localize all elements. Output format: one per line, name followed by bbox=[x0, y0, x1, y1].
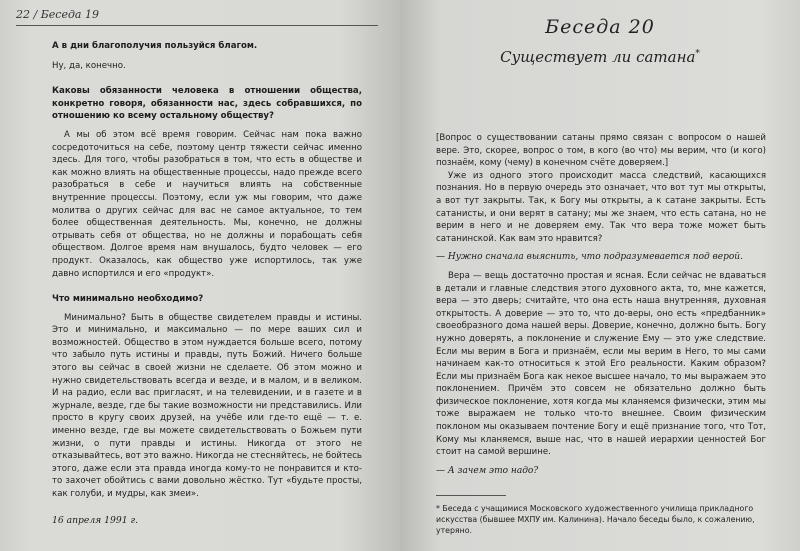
chapter-title: Беседа 20 bbox=[545, 16, 655, 38]
footnote-marker: * bbox=[695, 49, 700, 59]
question-text: — А зачем это надо? bbox=[436, 465, 539, 476]
answer-text: Вера — вещь достаточно простая и ясная. Если сейчас не вдаваться в детали и главные следствия этого духовного акта, то, мне кажется, вера — это дверь; считайте, что она есть наша внутренняя, духовная открытость. А доверие — это то, что до-веры, оно есть «предбанник» своеобразного дома нашей веры. Доверие, конечно, должно быть. Богу нужно доверять, а поклонение и служение Ему — это уже следствие. Если мы верим в Бога и признаём, если мы верим в Него, то мы сами начинаем как-то относиться к этой Его реальности. Каким образом? Если мы признаём Бога как некое высшее начало, то мы выражаем это поклонением. Причём это совсем не обязательно должно быть физическое поклонение, хотя когда мы кланяемся физически, этим мы тоже выражаем не только что-то внешнее. Своим физическим поклоном мы оказываем почтение Богу и ещё признание того, что Тот, Кому мы кланяемся, выше нас, что в нашей иерархии ценностей Бог стоит на самой вершине. bbox=[436, 270, 766, 458]
answer-text: Ну, да, конечно. bbox=[52, 60, 126, 71]
question-text: — Нужно сначала выяснить, что подразумевается под верой. bbox=[436, 252, 743, 263]
answer-text: А мы об этом всё время говорим. Сейчас нам пока важно сосредоточиться на себе, поэтому центр тяжести сейчас именно здесь. Для того, чтобы разобраться в том, что есть в обществе и как можно влиять на общественные процессы, надо прежде всего разобраться в себе и научиться влиять на собственные внутренние процессы. Поэтому, если уж мы говорим, что даже молитва о других сейчас для вас не самое актуальное, то тем более общественная деятельность. Мы, конечно, не должны отрывать себя от общества, но не должны и порабощать себя обществом. Долгое время нам внушалось, будто человек — его продукт. Оказалось, как общество уже испортилось, так уже давно испортился и его «продукт». bbox=[52, 129, 362, 279]
header-rule bbox=[16, 25, 378, 26]
running-head: 22 / Беседа 19 bbox=[16, 8, 99, 21]
right-page bbox=[400, 0, 800, 551]
question-text: Что минимально необходимо? bbox=[52, 294, 204, 305]
chapter-subtitle-text: Существует ли сатана bbox=[500, 48, 696, 66]
chapter-subtitle bbox=[400, 48, 800, 66]
left-text-column bbox=[52, 40, 362, 527]
question-text: А в дни благополучия пользуйся благом. bbox=[52, 41, 258, 51]
footnote-rule bbox=[436, 495, 506, 496]
right-text-column bbox=[436, 132, 766, 477]
footnote-text: * Беседа с учащимися Московского художественного училища прикладного искусства (бывшее МХПУ им. Калинина). Начало беседы было, к сожалению, утеряно. bbox=[436, 504, 755, 536]
date-line: 16 апреля 1991 г. bbox=[52, 514, 139, 526]
answer-text: Уже из одного этого происходит масса следствий, касающихся познания. Но в первую очередь это означает, что вот тут мы открыты, а вот тут закрыты. Так, к Богу мы открыты, а к сатане закрыты. Есть сатанисты, и они верят в сатану; мы же знаем, что есть сатана, но не верим в него и не доверяем ему. Так что вера тоже может быть сатанинской. Как вам это нравится? bbox=[436, 170, 766, 244]
answer-text: Минимально? Быть в обществе свидетелем правды и истины. Это и минимально, и максимально — по мере ваших сил и возможностей. Общество в этом нуждается больше всего, потому что забыло путь истины и правды, путь Божий. Ничего больше этого вы сейчас в своей жизни не сделаете. Об этом можно и нужно свидетельствовать всегда и везде, и в малом, и в великом. И на радио, если вас пригласят, и на телевидении, и в газете и в журнале, везде, где бы такие возможности ни представились. Или просто в кругу своих друзей, на учёбе или где-то ещё — т. е. именно везде, где вы можете свидетельствовать о Божьем пути жизни, о пути правды и истины. Никогда от этого не отказывайтесь, вот это важно. Никогда не стесняйтесь, не бойтесь этого, даже если эта правда иногда кому-то не понравится и кто-то захочет обойтись с вами довольно жёстко. Тут «будьте просты, как голуби, и мудры, как змеи». bbox=[52, 312, 362, 499]
bracket-intro: [Вопрос о существовании сатаны прямо связан с вопросом о нашей вере. Это, скорее, вопрос о том, в кого (во что) мы верим, что (и кого) познаём, кому (чему) в конечном счёте доверяем.] bbox=[436, 133, 766, 169]
question-text: Каковы обязанности человека в отношении общества, конкретно говоря, обязанности нас, здесь собравшихся, по отношению ко всему остальному обществу? bbox=[52, 86, 362, 122]
footnote bbox=[436, 503, 766, 537]
